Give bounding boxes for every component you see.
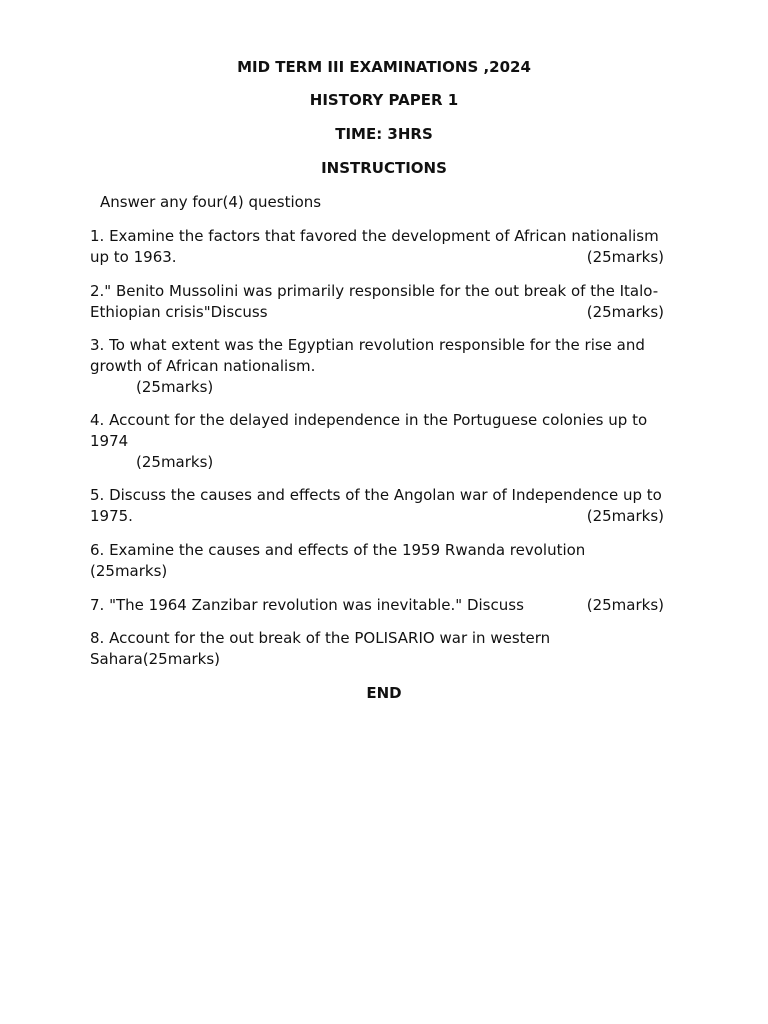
question-1-line-2-text: up to 1963. [90, 248, 177, 266]
question-6-line-1: 6. Examine the causes and effects of the 1959 Rwanda revolution [90, 541, 586, 559]
question-3-marks: (25marks) [136, 378, 214, 396]
paper-title: HISTORY PAPER 1 [309, 91, 459, 109]
question-3-line-1: 3. To what extent was the Egyptian revolution responsible for the rise and [90, 336, 645, 354]
question-5-line-2 [90, 506, 666, 527]
question-8-line-2: Sahara(25marks) [90, 650, 221, 668]
question-1-line-1: 1. Examine the factors that favored the development of African nationalism [90, 227, 659, 245]
question-3-line-2: growth of African nationalism. [90, 357, 316, 375]
question-3 [90, 335, 666, 398]
question-4-line-1: 4. Account for the delayed independence in the Portuguese colonies up to [90, 411, 648, 429]
question-8 [90, 628, 666, 670]
question-8-line-1: 8. Account for the out break of the POLISARIO war in western [90, 629, 551, 647]
question-5-line-1: 5. Discuss the causes and effects of the Angolan war of Independence up to [90, 486, 662, 504]
question-4-marks: (25marks) [136, 453, 214, 471]
question-1-line-2 [90, 247, 666, 268]
question-7-marks: (25marks) [586, 596, 664, 614]
end-marker: END [366, 684, 402, 702]
question-1-marks: (25marks) [586, 248, 664, 266]
question-2-line-2-text: Ethiopian crisis"Discuss [90, 303, 268, 321]
exam-title: MID TERM III EXAMINATIONS ,2024 [237, 58, 531, 76]
question-1 [90, 226, 666, 268]
question-6-line-2: (25marks) [90, 562, 168, 580]
question-5-marks: (25marks) [586, 507, 664, 525]
question-6 [90, 540, 666, 582]
question-5 [90, 485, 666, 527]
question-2-marks: (25marks) [586, 303, 664, 321]
answer-instruction: Answer any four(4) questions [100, 193, 322, 211]
question-7 [90, 595, 666, 616]
instructions-heading: INSTRUCTIONS [321, 159, 447, 177]
question-2-line-2 [90, 302, 666, 323]
question-7-line-1 [90, 595, 666, 616]
question-2 [90, 281, 666, 323]
question-7-line-1-text: 7. "The 1964 Zanzibar revolution was inevitable." Discuss [90, 596, 524, 614]
question-4-line-2: 1974 [90, 432, 129, 450]
question-2-line-1: 2." Benito Mussolini was primarily responsible for the out break of the Italo- [90, 282, 659, 300]
question-5-line-2-text: 1975. [90, 507, 133, 525]
exam-time: TIME: 3HRS [335, 125, 433, 143]
question-4 [90, 410, 666, 473]
